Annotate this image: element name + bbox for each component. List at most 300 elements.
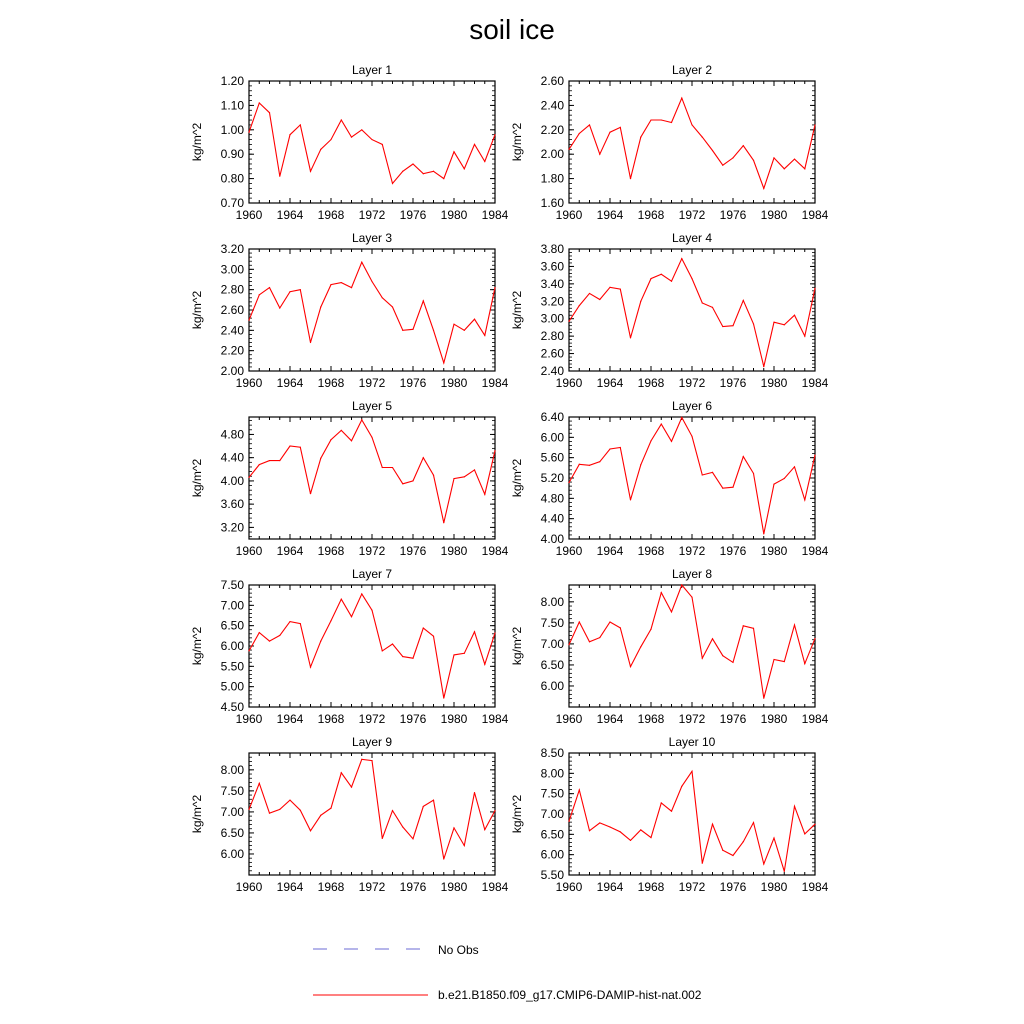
panel-2 <box>510 63 829 222</box>
data-point <box>650 278 651 279</box>
data-point <box>773 484 774 485</box>
x-tick-label: 1976 <box>399 712 427 726</box>
data-point <box>794 466 795 467</box>
data-point <box>310 830 311 831</box>
x-tick-label: 1980 <box>760 544 788 558</box>
y-tick-label: 7.50 <box>540 615 564 630</box>
data-point <box>568 482 569 483</box>
data-point <box>484 494 485 495</box>
y-axis-label: kg/m^2 <box>510 626 524 666</box>
data-point <box>310 667 311 668</box>
y-tick-label: 8.00 <box>220 762 244 777</box>
x-tick-label: 1964 <box>596 880 624 894</box>
data-point <box>732 855 733 856</box>
series-line <box>569 98 815 188</box>
data-point <box>269 112 270 113</box>
data-point <box>289 445 290 446</box>
data-point <box>620 447 621 448</box>
x-tick-label: 1976 <box>719 880 747 894</box>
y-tick-label: 3.20 <box>220 242 244 256</box>
x-tick-label: 1964 <box>276 544 304 558</box>
data-point <box>351 440 352 441</box>
y-tick-label: 2.60 <box>540 74 564 88</box>
y-tick-label: 4.00 <box>220 473 244 488</box>
data-point <box>579 621 580 622</box>
data-point <box>248 320 249 321</box>
data-point <box>361 593 362 594</box>
x-tick-label: 1972 <box>678 544 706 558</box>
data-point <box>371 281 372 282</box>
data-point <box>443 178 444 179</box>
plot-frame <box>249 753 495 875</box>
data-point <box>609 826 610 827</box>
data-point <box>464 845 465 846</box>
y-tick-label: 5.50 <box>540 868 564 882</box>
data-point <box>640 646 641 647</box>
data-point <box>763 366 764 367</box>
data-point <box>402 171 403 172</box>
data-point <box>743 300 744 301</box>
y-tick-label: 3.00 <box>220 262 244 277</box>
x-tick-label: 1976 <box>719 376 747 390</box>
plot-frame <box>249 249 495 371</box>
y-tick-label: 6.00 <box>540 847 564 862</box>
data-point <box>743 456 744 457</box>
x-tick-label: 1976 <box>719 712 747 726</box>
series-line <box>249 103 495 184</box>
data-point <box>320 458 321 459</box>
y-tick-label: 6.00 <box>540 678 564 693</box>
data-point <box>681 786 682 787</box>
data-point <box>804 833 805 834</box>
data-point <box>412 480 413 481</box>
data-point <box>361 419 362 420</box>
data-point <box>691 771 692 772</box>
panel-10 <box>510 735 829 894</box>
y-tick-label: 4.40 <box>540 511 564 526</box>
y-tick-label: 3.80 <box>540 242 564 256</box>
data-point <box>589 830 590 831</box>
y-axis-label: kg/m^2 <box>190 458 204 498</box>
data-point <box>661 592 662 593</box>
data-point <box>784 478 785 479</box>
x-tick-label: 1984 <box>801 376 829 390</box>
data-point <box>371 437 372 438</box>
x-tick-label: 1964 <box>276 880 304 894</box>
y-tick-label: 1.20 <box>220 74 244 88</box>
data-point <box>753 473 754 474</box>
data-point <box>568 821 569 822</box>
panel-1 <box>190 63 509 222</box>
panel-3 <box>190 231 509 390</box>
data-point <box>248 650 249 651</box>
data-point <box>609 621 610 622</box>
data-point <box>279 176 280 177</box>
x-tick-label: 1968 <box>317 376 345 390</box>
data-point <box>484 829 485 830</box>
y-tick-label: 7.50 <box>220 783 244 798</box>
data-point <box>361 759 362 760</box>
series-line <box>249 759 495 859</box>
x-tick-label: 1964 <box>596 376 624 390</box>
data-point <box>382 650 383 651</box>
data-point <box>722 165 723 166</box>
data-point <box>310 171 311 172</box>
data-point <box>579 464 580 465</box>
data-point <box>310 342 311 343</box>
data-point <box>443 858 444 859</box>
x-tick-label: 1972 <box>358 712 386 726</box>
y-tick-label: 2.80 <box>540 329 564 344</box>
x-tick-label: 1964 <box>596 544 624 558</box>
x-tick-label: 1968 <box>637 712 665 726</box>
data-point <box>279 460 280 461</box>
y-tick-label: 8.50 <box>540 746 564 760</box>
data-point <box>279 307 280 308</box>
x-tick-label: 1972 <box>358 376 386 390</box>
data-point <box>579 305 580 306</box>
data-point <box>784 324 785 325</box>
data-point <box>474 792 475 793</box>
y-tick-label: 6.50 <box>220 618 244 633</box>
data-point <box>464 476 465 477</box>
data-point <box>599 154 600 155</box>
data-point <box>814 288 815 289</box>
data-point <box>433 330 434 331</box>
x-tick-label: 1980 <box>440 544 468 558</box>
data-point <box>732 325 733 326</box>
data-point <box>320 815 321 816</box>
data-point <box>712 307 713 308</box>
data-point <box>671 811 672 812</box>
data-point <box>361 129 362 130</box>
data-point <box>453 151 454 152</box>
data-point <box>784 661 785 662</box>
data-point <box>259 632 260 633</box>
panel-title: Layer 2 <box>671 63 713 77</box>
data-point <box>753 160 754 161</box>
data-point <box>412 838 413 839</box>
y-axis-label: kg/m^2 <box>510 122 524 162</box>
y-tick-label: 3.60 <box>540 259 564 274</box>
series-line <box>249 262 495 363</box>
series-line <box>569 585 815 698</box>
legend-label-no-obs: No Obs <box>438 943 479 957</box>
data-point <box>412 163 413 164</box>
data-point <box>402 483 403 484</box>
data-point <box>320 306 321 307</box>
data-point <box>691 278 692 279</box>
data-point <box>794 806 795 807</box>
panel-title: Layer 1 <box>351 63 393 77</box>
data-point <box>640 301 641 302</box>
x-tick-label: 1980 <box>440 208 468 222</box>
data-point <box>443 522 444 523</box>
y-tick-label: 4.80 <box>220 427 244 442</box>
data-point <box>289 621 290 622</box>
y-axis-label: kg/m^2 <box>190 290 204 330</box>
y-tick-label: 2.40 <box>220 323 244 338</box>
data-point <box>494 450 495 451</box>
y-tick-label: 7.00 <box>220 598 244 613</box>
x-tick-label: 1984 <box>481 712 509 726</box>
data-point <box>814 124 815 125</box>
data-point <box>743 625 744 626</box>
data-point <box>279 635 280 636</box>
x-tick-label: 1984 <box>481 544 509 558</box>
data-point <box>300 447 301 448</box>
y-tick-label: 8.00 <box>540 594 564 609</box>
data-point <box>589 465 590 466</box>
data-point <box>269 813 270 814</box>
data-point <box>763 188 764 189</box>
panel-title: Layer 3 <box>351 231 393 245</box>
x-tick-label: 1960 <box>235 208 263 222</box>
y-tick-label: 3.20 <box>540 294 564 309</box>
y-tick-label: 4.40 <box>220 450 244 465</box>
x-tick-label: 1960 <box>235 544 263 558</box>
y-tick-label: 5.60 <box>540 450 564 465</box>
data-point <box>382 144 383 145</box>
y-tick-label: 6.00 <box>540 430 564 445</box>
data-point <box>620 288 621 289</box>
data-point <box>804 336 805 337</box>
data-point <box>464 168 465 169</box>
data-point <box>671 611 672 612</box>
data-point <box>804 168 805 169</box>
data-point <box>423 173 424 174</box>
y-tick-label: 2.60 <box>540 346 564 361</box>
x-tick-label: 1960 <box>555 880 583 894</box>
plot-frame <box>569 249 815 371</box>
data-point <box>753 822 754 823</box>
panel-7 <box>190 567 509 726</box>
data-point <box>341 119 342 120</box>
data-point <box>392 643 393 644</box>
data-point <box>681 258 682 259</box>
data-point <box>630 840 631 841</box>
data-point <box>484 161 485 162</box>
data-point <box>474 469 475 470</box>
data-point <box>464 330 465 331</box>
data-point <box>392 183 393 184</box>
y-tick-label: 2.60 <box>220 303 244 317</box>
data-point <box>248 809 249 810</box>
data-point <box>433 636 434 637</box>
data-point <box>753 628 754 629</box>
data-point <box>671 441 672 442</box>
data-point <box>412 658 413 659</box>
plot-frame <box>249 585 495 707</box>
panel-5 <box>190 399 509 558</box>
panel-8 <box>510 567 829 726</box>
data-point <box>279 809 280 810</box>
data-point <box>732 157 733 158</box>
data-point <box>712 150 713 151</box>
plot-frame <box>569 585 815 707</box>
data-point <box>568 149 569 150</box>
y-axis-label: kg/m^2 <box>190 626 204 666</box>
x-tick-label: 1968 <box>317 712 345 726</box>
y-tick-label: 6.00 <box>220 639 244 653</box>
x-tick-label: 1972 <box>678 376 706 390</box>
data-point <box>599 822 600 823</box>
data-point <box>640 464 641 465</box>
data-point <box>599 637 600 638</box>
data-point <box>474 631 475 632</box>
y-tick-label: 6.00 <box>220 846 244 861</box>
x-tick-label: 1964 <box>276 208 304 222</box>
data-point <box>743 145 744 146</box>
data-point <box>630 666 631 667</box>
data-point <box>753 323 754 324</box>
data-point <box>804 499 805 500</box>
data-point <box>423 457 424 458</box>
data-point <box>640 137 641 138</box>
y-tick-label: 6.40 <box>540 410 564 424</box>
x-tick-label: 1960 <box>235 880 263 894</box>
legend-label-model: b.e21.B1850.f09_g17.CMIP6-DAMIP-hist-nat.002 <box>438 988 702 1002</box>
data-point <box>494 632 495 633</box>
data-point <box>640 829 641 830</box>
data-point <box>661 802 662 803</box>
data-point <box>732 487 733 488</box>
y-axis-label: kg/m^2 <box>510 290 524 330</box>
data-point <box>620 831 621 832</box>
data-point <box>382 297 383 298</box>
data-point <box>743 841 744 842</box>
data-point <box>712 638 713 639</box>
data-point <box>661 424 662 425</box>
data-point <box>814 638 815 639</box>
y-tick-label: 5.50 <box>220 659 244 674</box>
data-point <box>269 460 270 461</box>
data-point <box>804 663 805 664</box>
x-tick-label: 1980 <box>440 376 468 390</box>
data-point <box>773 659 774 660</box>
data-point <box>494 287 495 288</box>
data-point <box>494 810 495 811</box>
data-point <box>650 629 651 630</box>
data-point <box>248 477 249 478</box>
data-point <box>712 824 713 825</box>
data-point <box>691 124 692 125</box>
figure-title: soil ice <box>469 14 555 45</box>
y-tick-label: 5.00 <box>220 679 244 694</box>
data-point <box>269 287 270 288</box>
y-tick-label: 2.20 <box>220 343 244 358</box>
data-point <box>300 623 301 624</box>
x-tick-label: 1964 <box>596 208 624 222</box>
y-tick-label: 1.00 <box>220 122 244 137</box>
data-point <box>609 132 610 133</box>
x-tick-label: 1980 <box>760 712 788 726</box>
x-tick-label: 1984 <box>481 880 509 894</box>
y-tick-label: 7.00 <box>220 804 244 819</box>
data-point <box>474 319 475 320</box>
data-point <box>423 300 424 301</box>
x-tick-label: 1980 <box>760 880 788 894</box>
y-tick-label: 7.00 <box>540 807 564 821</box>
x-tick-label: 1984 <box>801 712 829 726</box>
data-point <box>794 158 795 159</box>
x-tick-label: 1968 <box>637 544 665 558</box>
y-tick-label: 0.90 <box>220 147 244 162</box>
series-line <box>569 771 815 871</box>
x-tick-label: 1968 <box>637 880 665 894</box>
data-point <box>630 178 631 179</box>
y-tick-label: 8.00 <box>540 766 564 781</box>
data-point <box>443 697 444 698</box>
data-point <box>300 810 301 811</box>
data-point <box>402 826 403 827</box>
data-point <box>392 467 393 468</box>
x-tick-label: 1972 <box>678 208 706 222</box>
data-point <box>763 533 764 534</box>
y-tick-label: 3.60 <box>220 497 244 512</box>
data-point <box>289 291 290 292</box>
x-tick-label: 1972 <box>358 544 386 558</box>
x-tick-label: 1980 <box>760 376 788 390</box>
x-tick-label: 1968 <box>637 376 665 390</box>
data-point <box>341 430 342 431</box>
x-tick-label: 1976 <box>399 880 427 894</box>
y-tick-label: 6.50 <box>220 825 244 840</box>
data-point <box>412 329 413 330</box>
x-tick-label: 1968 <box>637 208 665 222</box>
data-point <box>453 827 454 828</box>
x-tick-label: 1960 <box>555 544 583 558</box>
data-point <box>773 837 774 838</box>
data-point <box>259 102 260 103</box>
data-point <box>630 337 631 338</box>
data-point <box>269 641 270 642</box>
data-point <box>702 658 703 659</box>
data-point <box>259 464 260 465</box>
y-tick-label: 2.00 <box>540 147 564 162</box>
x-tick-label: 1984 <box>801 880 829 894</box>
data-point <box>402 656 403 657</box>
x-tick-label: 1972 <box>358 208 386 222</box>
data-point <box>722 488 723 489</box>
data-point <box>259 294 260 295</box>
panel-4 <box>510 231 829 390</box>
data-point <box>579 133 580 134</box>
data-point <box>330 808 331 809</box>
panel-title: Layer 9 <box>351 735 393 749</box>
data-point <box>464 653 465 654</box>
y-tick-label: 2.40 <box>540 364 564 378</box>
data-point <box>484 335 485 336</box>
y-tick-label: 0.70 <box>220 196 244 210</box>
data-point <box>630 499 631 500</box>
data-point <box>650 119 651 120</box>
y-tick-label: 2.80 <box>220 282 244 297</box>
x-tick-label: 1984 <box>801 208 829 222</box>
data-point <box>599 461 600 462</box>
data-point <box>330 620 331 621</box>
data-point <box>732 662 733 663</box>
data-point <box>443 362 444 363</box>
x-tick-label: 1984 <box>481 376 509 390</box>
x-tick-label: 1968 <box>317 544 345 558</box>
y-tick-label: 1.10 <box>220 98 244 113</box>
data-point <box>371 610 372 611</box>
x-tick-label: 1960 <box>555 208 583 222</box>
data-point <box>382 838 383 839</box>
panel-title: Layer 6 <box>671 399 713 413</box>
y-tick-label: 5.20 <box>540 471 564 485</box>
